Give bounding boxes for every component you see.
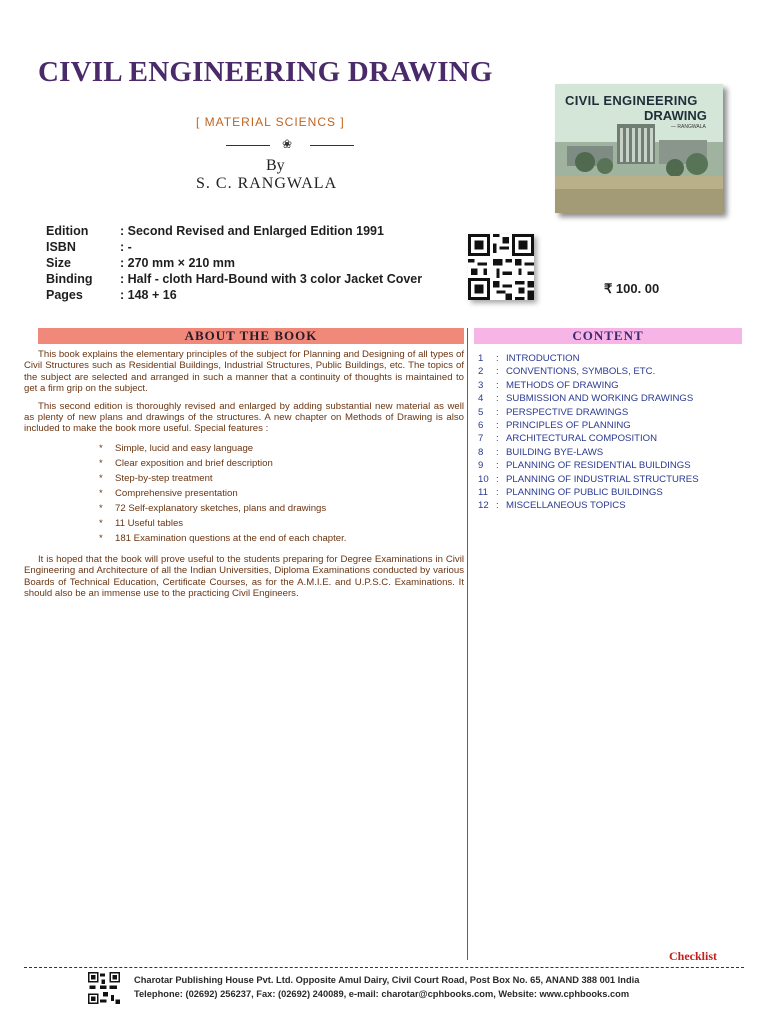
detail-row-size: Size : 270 mm × 210 mm (46, 256, 235, 270)
detail-row-pages: Pages : 148 + 16 (46, 288, 177, 302)
toc-item: 10 : PLANNING OF INDUSTRIAL STRUCTURES (478, 473, 699, 485)
footer-divider (24, 967, 744, 968)
toc-item: 1 : INTRODUCTION (478, 353, 580, 364)
about-heading: ABOUT THE BOOK (38, 328, 464, 344)
about-text (24, 349, 464, 605)
about-paragraph: This second edition is thoroughly revised and enlarged by adding substantial new material as well as plenty of new plans and drawings of the structures. A new chapter on Methods of Drawing is also included to make the book more useful. Special features : (24, 400, 464, 435)
toc-item: 7 : ARCHITECTURAL COMPOSITION (478, 433, 658, 445)
content-heading: CONTENT (474, 328, 742, 344)
features-list (24, 441, 464, 546)
list-item: * Simple, lucid and easy language (99, 442, 254, 454)
toc-item: 2 : CONVENTIONS, SYMBOLS, ETC. (478, 366, 656, 378)
list-item: * Comprehensive presentation (99, 487, 238, 499)
by-label: By (266, 157, 285, 174)
list-item: * Clear exposition and brief description (99, 457, 273, 469)
price: ₹ 100. 00 (604, 281, 660, 296)
book-details (46, 223, 422, 303)
detail-row-binding: Binding : Half - cloth Hard-Bound with 3 color Jacket Cover (46, 272, 423, 286)
column-divider (467, 328, 468, 960)
toc-item: 11 : PLANNING OF PUBLIC BUILDINGS (478, 486, 663, 498)
cover-title-line1: CIVIL ENGINEERING (565, 93, 698, 108)
book-cover-image (555, 84, 723, 213)
toc-item: 3 : METHODS OF DRAWING (478, 379, 619, 391)
publisher-address: Charotar Publishing House Pvt. Ltd. Opposite Amul Dairy, Civil Court Road, Post Box No. 65, ANAND 388 001 India (134, 975, 640, 985)
toc-item: 4 : SUBMISSION AND WORKING DRAWINGS (478, 393, 694, 405)
about-paragraph: It is hoped that the book will prove useful to the students preparing for Degree Examinations in Civil Engineering and Architecture of all the Indian Universities, Diploma Examinations conducted by various Boards of Technical Education, Certificate Courses, as for the A.M.I.E. and U.P.S.C. Examinations. It should also be an immense use to the practicing Civil Engineers. (24, 553, 464, 600)
toc-item: 8 : BUILDING BYE-LAWS (478, 446, 604, 458)
about-paragraph: This book explains the elementary principles of the subject for Planning and Designing of all types of Civil Structures such as Residential Buildings, Industrial Structures, Public Buildings, etc. The topics of the subject are selected and arranged in such a manner that a continuity of thoughts is maintained to get a firm grip on the subject. (24, 349, 464, 395)
publisher-footer (134, 973, 639, 1001)
list-item: * 181 Examination questions at the end of each chapter. (99, 532, 347, 544)
cover-title-line2: DRAWING (644, 108, 707, 123)
flower-icon: ❀ (282, 137, 293, 151)
list-item: * 11 Useful tables (99, 517, 184, 529)
book-subject: [ MATERIAL SCIENCS ] (196, 115, 345, 129)
author-name: S. C. RANGWALA (196, 175, 338, 192)
publisher-contact: Telephone: (02692) 256237, Fax: (02692) 240089, e-mail: charotar@cphbooks.com, Website: www.cphbooks.com (134, 989, 630, 999)
qr-code-icon (468, 234, 534, 300)
list-item: * Step-by-step treatment (99, 472, 213, 484)
checklist-link[interactable]: Checklist (669, 949, 717, 963)
toc-item: 9 : PLANNING OF RESIDENTIAL BUILDINGS (478, 460, 691, 472)
toc-item: 12 : MISCELLANEOUS TOPICS (478, 500, 626, 512)
ornament-divider (220, 137, 360, 153)
list-item: * 72 Self-explanatory sketches, plans and drawings (99, 502, 327, 514)
toc-item: 5 : PERSPECTIVE DRAWINGS (478, 406, 629, 418)
footer-qr-code-icon (88, 972, 120, 1004)
table-of-contents (478, 352, 699, 513)
detail-row-isbn: ISBN : - (46, 240, 132, 254)
toc-item: 6 : PRINCIPLES OF PLANNING (478, 419, 631, 431)
book-title: CIVIL ENGINEERING DRAWING (38, 56, 493, 88)
detail-row-edition: Edition : Second Revised and Enlarged Edition 1991 (46, 224, 384, 238)
cover-author: — RANGWALA (671, 124, 706, 130)
